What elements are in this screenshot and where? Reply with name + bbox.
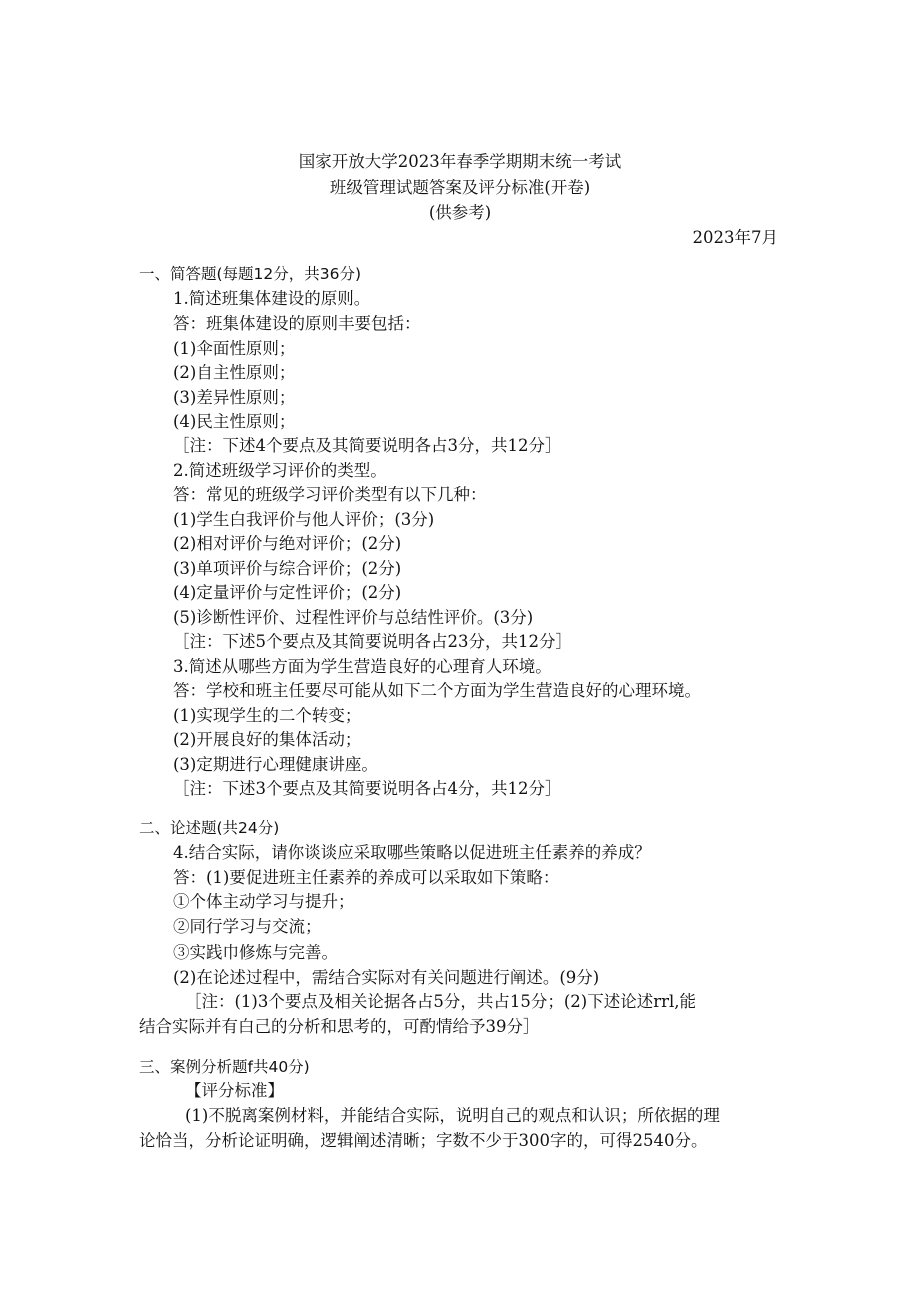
answer-1-intro: 答：班集体建设的原则丰要包括： xyxy=(173,314,421,333)
answer-4-note: ［注：(1)3个要点及相关论据各占5分，共占15分；(2)下述论述rrl,能 xyxy=(185,992,697,1011)
question-3: 3.简述从哪些方面为学生营造良好的心理育人环境。 xyxy=(173,657,552,676)
answer-4-part-2: (2)在论述过程中，需结合实际对有关问题进行阐述。(9分) xyxy=(173,968,600,987)
scoring-criteria-1-continued: 论恰当，分析论证明确，逻辑阐述清晰；字数不少于300字的，可得2540分。 xyxy=(139,1131,708,1150)
answer-2-point: (2)相对评价与绝对评价；(2分) xyxy=(173,534,402,553)
answer-1-point: (3)差异性原则； xyxy=(173,388,296,407)
answer-4-point: ①个体主动学习与提升； xyxy=(173,892,355,911)
answer-3-note: ［注：下述3个要点及其简要说明各占4分，共12分］ xyxy=(173,779,562,798)
answer-4-point: ③实践巾修炼与完善。 xyxy=(173,943,338,962)
answer-1-note: ［注：下述4个要点及其简要说明各占3分，共12分］ xyxy=(173,436,562,455)
answer-3-point: (3)定期进行心理健康讲座。 xyxy=(173,755,378,774)
answer-2-point: (5)诊断性评价、过程性评价与总结性评价。(3分) xyxy=(173,608,534,627)
answer-1-point: (4)民主性原则； xyxy=(173,412,296,431)
section-3-heading: 三、案例分析题f共40分) xyxy=(139,1058,310,1076)
scoring-criteria-1: (1)不脱离案例材料，并能结合实际，说明自己的观点和认识；所依据的理 xyxy=(185,1106,720,1125)
answer-3-intro: 答：学校和班主任要尽可能从如下二个方面为学生营造良好的心理环境。 xyxy=(173,681,701,700)
answer-3-point: (2)开展良好的集体活动； xyxy=(173,730,362,749)
question-2: 2.简述班级学习评价的类型。 xyxy=(173,461,387,480)
exam-subtitle: 班级管理试题答案及评分标准(开卷) xyxy=(329,178,591,197)
answer-2-point: (3)单项评价与综合评价；(2分) xyxy=(173,559,402,578)
answer-4-point: ②同行学习与交流； xyxy=(173,917,322,936)
answer-4-intro: 答：(1)要促进班主任素养的养成可以采取如下策略： xyxy=(173,868,560,887)
reference-label: (供参考) xyxy=(428,203,492,222)
answer-4-note-continued: 结合实际并有白己的分析和思考的，可酌情给予39分］ xyxy=(139,1017,540,1036)
section-1-heading: 一、简答题(每题12分，共36分) xyxy=(139,265,362,283)
section-2-heading: 二、论述题(共24分) xyxy=(139,819,280,837)
answer-2-note: ［注：下述5个要点及其简要说明各占23分，共12分］ xyxy=(173,632,572,651)
answer-3-point: (1)实现学生的二个转变； xyxy=(173,706,362,725)
question-4: 4.结合实际，请你谈谈应采取哪些策略以促进班主任素养的养成？ xyxy=(173,843,651,862)
answer-2-point: (4)定量评价与定性评价；(2分) xyxy=(173,583,402,602)
exam-date: 2023年7月 xyxy=(692,228,778,247)
scoring-criteria-heading: 【评分标准】 xyxy=(185,1081,284,1100)
answer-2-intro: 答：常见的班级学习评价类型有以下几种： xyxy=(173,485,487,504)
exam-title: 国家开放大学2023年春季学期期末统一考试 xyxy=(298,152,622,171)
answer-2-point: (1)学生白我评价与他人评价；(3分) xyxy=(173,510,435,529)
answer-1-point: (1)伞面性原则； xyxy=(173,339,296,358)
answer-1-point: (2)自主性原则； xyxy=(173,363,296,382)
question-1: 1.简述班集体建设的原则。 xyxy=(173,289,371,308)
